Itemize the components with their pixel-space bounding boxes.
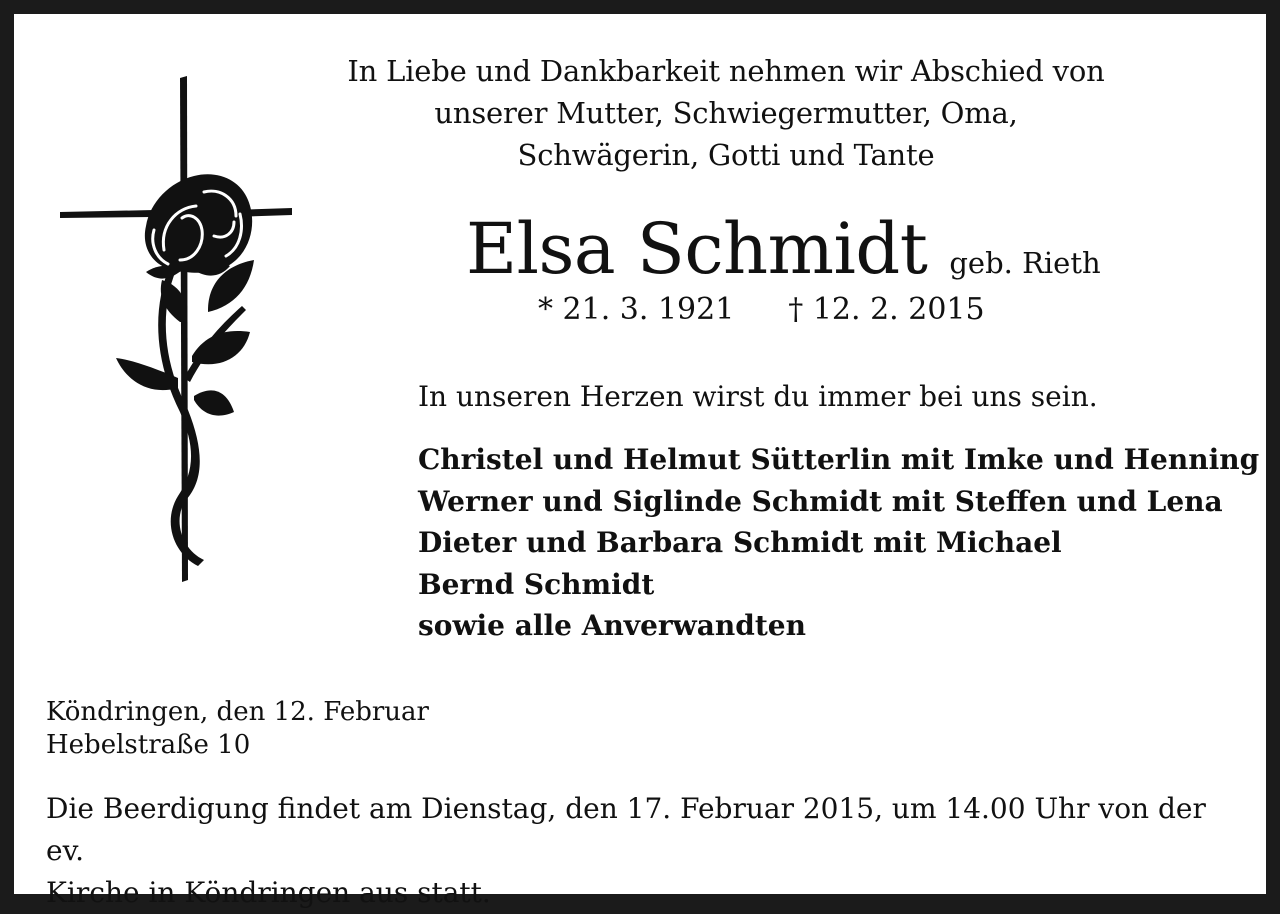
mourner-line: Bernd Schmidt: [418, 567, 655, 601]
intro-text: [336, 50, 1116, 176]
birth-date: * 21. 3. 1921: [538, 292, 735, 327]
intro-line-2: unserer Mutter, Schwiegermutter, Oma,: [434, 96, 1018, 130]
intro-line-3: Schwägerin, Gotti und Tante: [517, 138, 935, 172]
funeral-line-2: Kirche in Köndringen aus statt.: [46, 876, 491, 909]
cross-with-rose-icon: [54, 60, 304, 630]
place-date: Köndringen, den 12. Februar: [46, 697, 429, 727]
obituary-notice: [14, 14, 1266, 909]
mourner-line: Christel und Helmut Sütterlin mit Imke und Henning: [418, 443, 1260, 476]
intro-line-1: In Liebe und Dankbarkeit nehmen wir Abschied von: [347, 54, 1105, 88]
mourners-list: [418, 439, 1259, 647]
mourner-line: sowie alle Anverwandten: [418, 609, 806, 642]
street-address: Hebelstraße 10: [46, 730, 251, 760]
life-dates: [538, 292, 985, 327]
death-date: † 12. 2. 2015: [788, 292, 985, 327]
mourner-line: Werner und Siglinde Schmidt mit Steffen und Lena: [418, 484, 1223, 518]
deceased-name-row: [466, 208, 1101, 290]
funeral-notice: [46, 788, 1246, 914]
deceased-name: Elsa Schmidt: [466, 208, 928, 290]
place-and-address: [46, 696, 429, 762]
funeral-line-1: Die Beerdigung findet am Dienstag, den 17. Februar 2015, um 14.00 Uhr von der ev.: [46, 792, 1206, 867]
memorial-quote: In unseren Herzen wirst du immer bei uns sein.: [418, 380, 1098, 413]
maiden-name: geb. Rieth: [949, 246, 1101, 280]
mourner-line: Dieter und Barbara Schmidt mit Michael: [418, 526, 1062, 559]
